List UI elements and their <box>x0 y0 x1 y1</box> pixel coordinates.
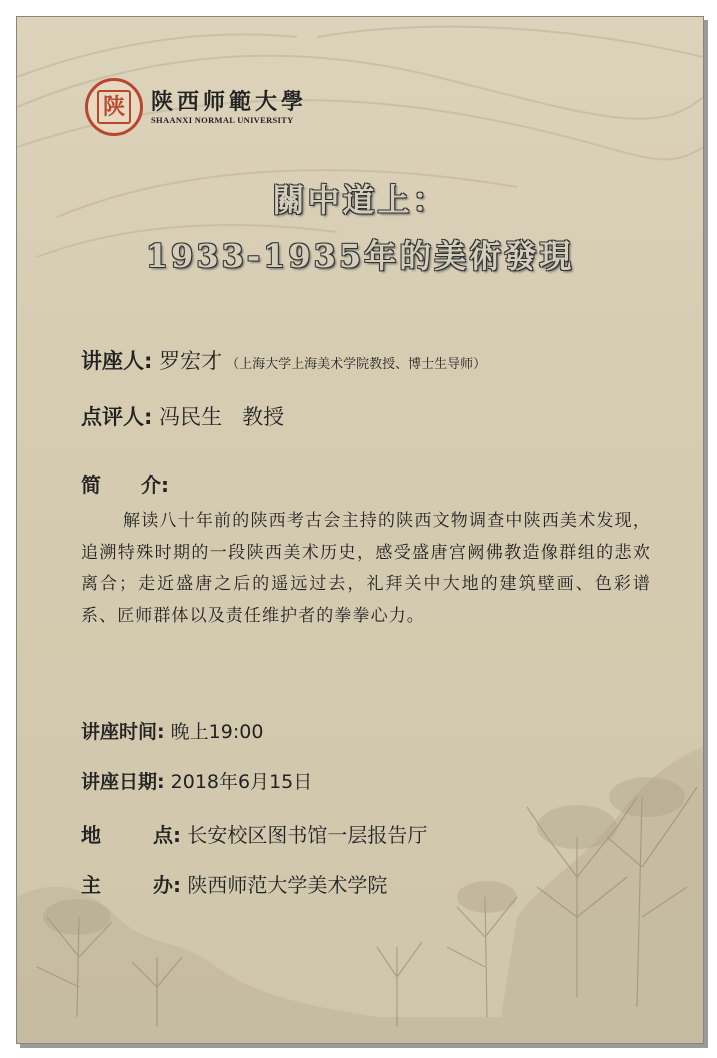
university-name-en: SHAANXI NORMAL UNIVERSITY <box>151 115 294 125</box>
host-row <box>81 869 387 898</box>
commentator-label: 点评人: <box>81 405 153 429</box>
date-label: 讲座日期: <box>81 771 165 793</box>
lecturer-title-note: （上海大学上海美术学院教授、博士生导师） <box>226 357 487 372</box>
host-value: 陕西师范大学美术学院 <box>187 873 388 897</box>
lecturer-row <box>81 345 486 375</box>
time-value: 晚上19:00 <box>170 721 264 743</box>
intro-label-b: 介: <box>141 473 169 497</box>
university-logo <box>85 75 307 139</box>
university-seal-icon <box>85 78 143 136</box>
lecturer-name: 罗宏才 <box>159 349 223 373</box>
lecturer-label: 讲座人: <box>81 349 153 373</box>
university-name-cn: 陕西师範大學 <box>151 89 308 115</box>
place-value: 长安校区图书馆一层报告厅 <box>187 823 428 847</box>
commentator-name: 冯民生 教授 <box>159 405 285 429</box>
host-label-a: 主 <box>81 873 101 897</box>
seal-character: 陕 <box>97 90 131 124</box>
date-row <box>81 767 312 794</box>
place-row <box>81 819 427 848</box>
university-wordmark <box>151 89 307 125</box>
commentator-row <box>81 401 284 431</box>
place-label-a: 地 <box>81 823 101 847</box>
host-label-b: 办: <box>153 873 181 897</box>
time-label: 讲座时间: <box>81 721 165 743</box>
date-value: 2018年6月15日 <box>170 771 313 793</box>
poster-title-line2: 1933-1935年的美術發現 <box>145 237 575 275</box>
intro-text: 解读八十年前的陕西考古会主持的陕西文物调查中陕西美术发现，追溯特殊时期的一段陕西美术历史，感受盛唐宫阙佛教造像群组的悲欢离合；走近盛唐之后的遥远过去，礼拜关中大地的建筑壁画、色彩谱系、匠师群体以及责任维护者的拳拳心力。 <box>81 511 651 626</box>
poster-title-line1: 關中道上： <box>272 181 448 219</box>
time-row <box>81 717 263 744</box>
intro-heading <box>81 469 169 498</box>
place-label-b: 点: <box>153 823 181 847</box>
lecture-poster <box>16 16 704 1044</box>
intro-label-a: 简 <box>81 473 101 497</box>
